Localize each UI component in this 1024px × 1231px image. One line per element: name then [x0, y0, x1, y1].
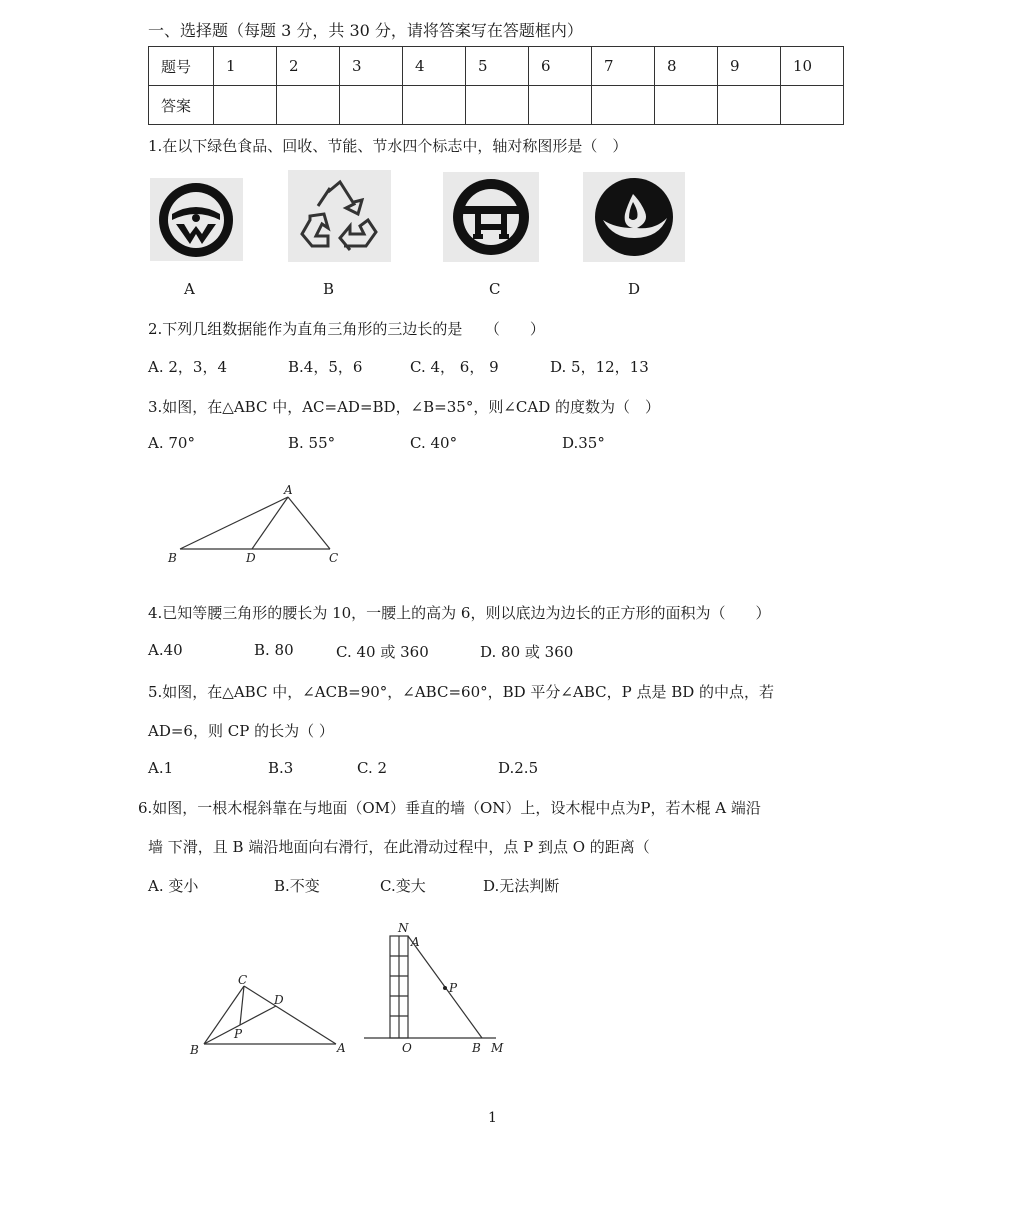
q3-option-d: D.35° [562, 434, 605, 452]
q6-label-p: P [449, 981, 458, 995]
answer-cell[interactable] [718, 86, 781, 125]
q2-option-d: D. 5，12，13 [550, 358, 649, 376]
q6-label-a: A [411, 935, 420, 949]
q5-option-d: D.2.5 [498, 759, 539, 777]
option-label-a: A [184, 280, 195, 298]
answer-cell[interactable] [340, 86, 403, 125]
answer-table-answer-row [149, 86, 844, 125]
q6-ladder-figure [360, 918, 520, 1058]
question-1-text: 1.在以下绿色食品、回收、节能、节水四个标志中，轴对称图形是（ ） [148, 137, 628, 155]
q4-option-d: D. 80 或 360 [480, 643, 574, 661]
q3-label-b: B [168, 551, 177, 565]
answer-cell[interactable] [655, 86, 718, 125]
energy-saving-logo-icon [443, 172, 539, 262]
q3-triangle-figure [160, 482, 360, 572]
q3-label-d: D [246, 551, 256, 565]
q6-label-m: M [491, 1041, 504, 1055]
q5-option-a: A.1 [148, 759, 174, 777]
q6-option-c: C.变大 [380, 877, 426, 895]
page-number: 1 [488, 1110, 497, 1126]
question-4-text: 4.已知等腰三角形的腰长为 10，一腰上的高为 6，则以底边为边长的正方形的面积为（ ） [148, 604, 771, 622]
option-label-b: B [323, 280, 335, 298]
q3-label-c: C [329, 551, 339, 565]
q5-triangle-figure [186, 972, 356, 1062]
section-title: 一、选择题（每题 3 分，共 30 分，请将答案写在答题框内） [148, 21, 583, 40]
question-number-cell: 9 [718, 47, 781, 86]
question-number-cell: 10 [781, 47, 844, 86]
q3-option-b: B. 55° [288, 434, 336, 452]
q5-label-b: B [190, 1043, 199, 1057]
question-6-text-line1: 6.如图，一根木棍斜靠在与地面（OM）垂直的墙（ON）上，设木棍中点为P，若木棍 A 端沿 [138, 799, 761, 817]
q6-option-d: D.无法判断 [483, 877, 560, 895]
row-label-number: 题号 [149, 47, 214, 86]
question-number-cell: 2 [277, 47, 340, 86]
q5-label-d: D [274, 993, 284, 1007]
q5-option-b: B.3 [268, 759, 294, 777]
q2-option-c: C. 4， 6， 9 [410, 358, 499, 376]
q2-option-b: B.4，5，6 [288, 358, 363, 376]
question-3-text: 3.如图，在△ABC 中，AC=AD=BD，∠B=35°，则∠CAD 的度数为（ ） [148, 398, 661, 416]
question-number-cell: 5 [466, 47, 529, 86]
question-6-text-line2: 墙 下滑，且 B 端沿地面向右滑行，在此滑动过程中，点 P 到点 O 的距离（ [148, 838, 650, 856]
water-saving-logo-icon [583, 172, 685, 262]
q6-option-b: B.不变 [274, 877, 320, 895]
green-food-logo-icon [150, 178, 243, 261]
q5-label-c: C [238, 973, 248, 987]
answer-cell[interactable] [592, 86, 655, 125]
option-label-d: D [628, 280, 641, 298]
answer-cell[interactable] [529, 86, 592, 125]
q5-label-a: A [337, 1041, 346, 1055]
answer-cell[interactable] [781, 86, 844, 125]
answer-table-number-row [149, 47, 844, 86]
answer-cell[interactable] [277, 86, 340, 125]
q3-label-a: A [284, 483, 293, 497]
question-number-cell: 6 [529, 47, 592, 86]
answer-cell[interactable] [214, 86, 277, 125]
question-number-cell: 7 [592, 47, 655, 86]
q6-label-b: B [472, 1041, 481, 1055]
question-2-text: 2.下列几组数据能作为直角三角形的三边长的是 （ ） [148, 320, 545, 338]
q6-label-o: O [402, 1041, 412, 1055]
answer-cell[interactable] [466, 86, 529, 125]
question-number-cell: 8 [655, 47, 718, 86]
question-number-cell: 3 [340, 47, 403, 86]
question-number-cell: 4 [403, 47, 466, 86]
option-label-c: C [489, 280, 501, 298]
q4-option-a: A.40 [148, 641, 183, 659]
answer-table [148, 46, 844, 125]
row-label-answer: 答案 [149, 86, 214, 125]
q4-option-c: C. 40 或 360 [336, 643, 429, 661]
question-5-text-line2: AD=6，则 CP 的长为（ ） [148, 722, 334, 740]
q4-option-b: B. 80 [254, 641, 294, 659]
q3-option-c: C. 40° [410, 434, 458, 452]
q2-option-a: A. 2，3，4 [148, 358, 227, 376]
q5-label-p: P [234, 1027, 243, 1041]
q3-option-a: A. 70° [148, 434, 195, 452]
q5-option-c: C. 2 [357, 759, 388, 777]
q6-option-a: A. 变小 [148, 877, 199, 895]
question-number-cell: 1 [214, 47, 277, 86]
answer-cell[interactable] [403, 86, 466, 125]
q6-label-n: N [398, 921, 409, 935]
question-5-text-line1: 5.如图，在△ABC 中，∠ACB=90°，∠ABC=60°，BD 平分∠ABC，P 点是 BD 的中点，若 [148, 683, 775, 701]
recycle-logo-icon [288, 170, 391, 262]
